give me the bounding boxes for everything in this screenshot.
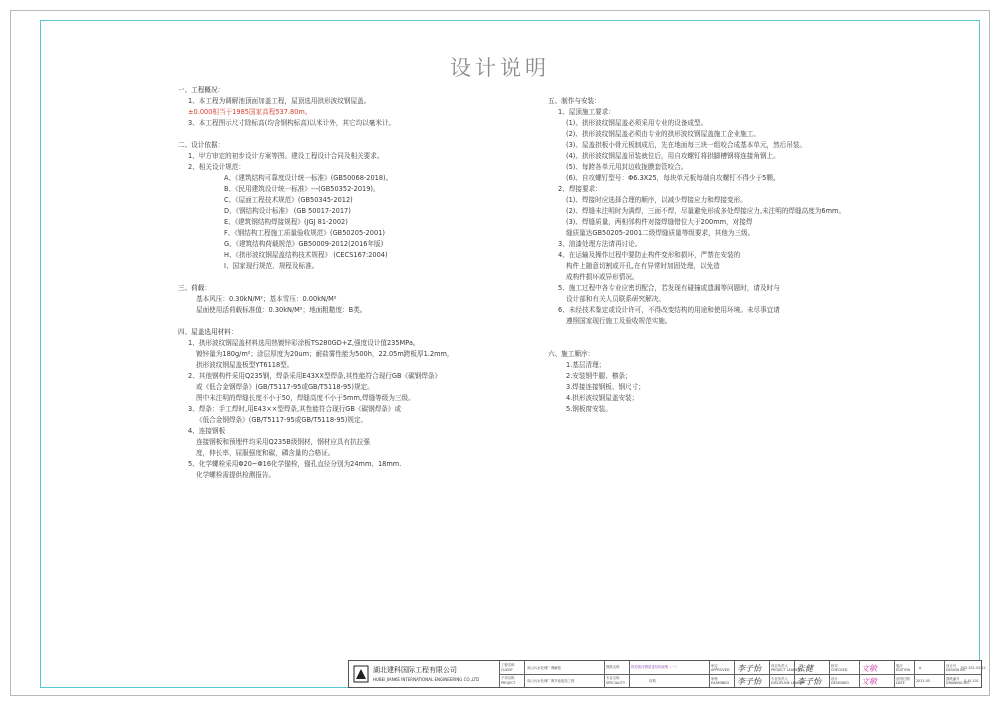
- review-signature: 李子怡: [737, 664, 761, 673]
- drawing-no-label: 图纸编号: [946, 677, 960, 681]
- lead-label: 项目负责人: [771, 664, 788, 668]
- note-line: (3)、焊缝质量，两相邻构件对接焊缝错位大于200mm，对接焊: [566, 218, 753, 226]
- date-label-en: DATE: [896, 681, 905, 685]
- date-label: 出图日期: [896, 677, 910, 681]
- note-line: 2.安装钢牛腿、檩条；: [566, 372, 632, 380]
- section-heading: 一、工程概况：: [178, 86, 225, 94]
- note-line: H、《拱形波纹钢屋盖结构技术规程》 (CECS167:2004): [224, 251, 388, 259]
- note-line: 基本风压：0.30kN/M²；基本雪压：0.00kN/M²: [196, 295, 337, 303]
- note-line: 3、焊条：手工焊时,用E43××型焊条,其性能符合现行GB《碳钢焊条》或: [188, 405, 402, 413]
- project-name: 凤山污水处理厂调解池: [527, 666, 561, 670]
- note-line: 6、未经技术鉴定或设计许可，不得改变结构的用途和使用环境。未尽事宜请: [558, 306, 780, 314]
- subproject-name: 凤山污水处理厂调节池改造工程: [527, 679, 575, 683]
- note-line: B、《民用建筑设计统一标准》---(GB50352-2019)。: [224, 185, 380, 193]
- project-label-en: CLIENT: [501, 668, 514, 672]
- note-line: 5.钢板窗安装。: [566, 405, 612, 413]
- note-line: (1)、拱形波纹钢屋盖必须采用专业的设备成型。: [566, 119, 708, 127]
- design-label-en: DESIGNED: [831, 681, 849, 685]
- note-line: 拱形波纹钢屋盖板型YT6118型。: [196, 361, 294, 369]
- note-line: 5、化学螺栓采用Φ20~Φ16化学锚栓，锚孔直径分别为24mm、18mm.: [188, 460, 402, 468]
- company-logo-block: [349, 661, 500, 687]
- note-line: 1、屋顶施工要求：: [558, 108, 615, 116]
- audit-label-en: EXAMINED: [711, 681, 729, 685]
- audit-label: 审核: [711, 677, 718, 681]
- check-signature: 文敏: [861, 664, 877, 673]
- note-line: (4)、拱形波纹钢屋盖吊装就位后，用自攻螺钉将拱脚槽钢将连接角钢上。: [566, 152, 780, 160]
- version-value: A: [919, 666, 922, 670]
- note-line: 缝质量达GB50205-2001二级焊缝质量等级要求，其他为三级。: [566, 229, 755, 237]
- note-line: ±0.000相当于1985国家高程537.80m。: [188, 108, 312, 116]
- project-label: 工程名称: [501, 663, 515, 667]
- note-line: I、国家现行规范、规程及标准。: [224, 262, 319, 270]
- note-line: 连接钢板和预埋件均采用Q235B级钢材，钢材应具有抗拉强: [196, 438, 370, 446]
- note-line: 设计部和有关人员联系研究解决。: [566, 295, 665, 303]
- design-no-label-en: DESIGN NO.: [946, 668, 967, 672]
- section-heading: 六、施工顺序：: [548, 350, 595, 358]
- page-title: 设计说明: [450, 56, 550, 80]
- version-label-en: EDITION: [896, 668, 911, 672]
- section-heading: 五、制作与安装：: [548, 97, 601, 105]
- note-line: 4、在运输及操作过程中要防止构件变形和损坏，严禁在安装的: [558, 251, 741, 259]
- right-notes-column: [548, 96, 845, 415]
- note-line: 《低合金钢焊条》(GB/T5117-95或GB/T5118-95)规定。: [196, 416, 368, 424]
- lead-signature: 张健: [797, 664, 813, 673]
- section-heading: 三、荷载：: [178, 284, 211, 292]
- chief-label-en: DISCIPLINE LEADER: [771, 681, 805, 685]
- company-name-cn: 湖北建科国际工程有限公司: [373, 666, 457, 674]
- design-no-label: 设计号: [946, 664, 957, 668]
- section-heading: 四、屋盖选用材料：: [178, 328, 238, 336]
- date-value: 2021.05: [916, 679, 931, 683]
- version-label: 版次: [896, 664, 903, 668]
- note-line: 3、本工程图示尺寸除标高(均含钢构标高)以米计外，其它均以毫米计。: [188, 119, 396, 127]
- check-label-en: CHECKED: [831, 668, 848, 672]
- note-line: (3)、屋盖拱板小骨元板制成后，先在地面每三块一组咬合成基本单元，然后吊装。: [566, 141, 807, 149]
- note-line: 3.焊接连接钢板、钢尺寸；: [566, 383, 645, 391]
- note-line: 构件上随意切割或开孔,在有异常时加固处理，以免造: [566, 262, 720, 270]
- company-name-en: HUBEI JIANKE INTERNATIONAL ENGINEERING CO.,LTD: [373, 677, 480, 682]
- note-line: D、《钢结构设计标准》 (GB 50017-2017): [224, 207, 351, 215]
- design-label: 设计: [831, 677, 838, 681]
- design-signature: 文敏: [861, 677, 877, 686]
- review-label-en: APPROVED: [711, 668, 730, 672]
- subproject-label-en: PROJECT: [501, 681, 516, 685]
- note-line: (5)、每跨各单元用封边收拢膜套管咬合。: [566, 163, 688, 171]
- spacer: [548, 327, 845, 338]
- note-line: 或《低合金钢焊条》(GB/T5117-95或GB/T5118-95)规定。: [196, 383, 374, 391]
- section-heading: 二、设计依据：: [178, 141, 225, 149]
- spacer: [178, 316, 454, 327]
- note-line: F、《钢结构工程施工质量验收规范》(GB50205-2001): [224, 229, 385, 237]
- spacer: [548, 338, 845, 349]
- review-label: 审定: [711, 664, 718, 668]
- spacer: [178, 272, 454, 283]
- left-notes-column: [178, 85, 454, 481]
- chief-signature: 李子怡: [797, 677, 821, 686]
- note-line: C、《屋面工程技术规范》(GB50345-2012): [224, 196, 353, 204]
- note-line: (6)、自攻螺钉型号：Φ6.3X25，每块单元板每端自攻螺钉不得少于5颗。: [566, 174, 780, 182]
- note-line: 遵照国家现行施工及验收规范实施。: [566, 317, 672, 325]
- note-line: 1、拱形波纹钢屋盖材料选用热镀锌彩涂板TS280GD+Z,强度设计值235MPa。: [188, 339, 420, 347]
- note-line: 4、连接钢板: [188, 427, 226, 435]
- title-block: [348, 660, 986, 688]
- note-line: 镀锌量为180g/m²；涂层厚度为20um；耐盐雾性能为500h，22.05m跨板厚1.2mm，: [196, 350, 454, 358]
- note-line: (1)、焊接时应选择合理的顺序，以减少焊接应力和焊接变形。: [566, 196, 747, 204]
- lead-label-en: PROJECT LEADER: [771, 668, 801, 672]
- note-line: (2)、焊缝未注明时为满焊，三面不焊，尽量避免形成多处焊接应力,未注明的焊缝高度为6mm。: [566, 207, 846, 215]
- chief-label: 专业负责人: [771, 677, 788, 681]
- subproject-label: 子项名称: [501, 676, 515, 680]
- note-line: 化学螺栓需提供检测报告。: [196, 471, 276, 479]
- note-line: 1、本工程为调解池顶面加盖工程，屋顶选用拱形波纹钢屋盖。: [188, 97, 371, 105]
- note-line: 成构件损坏或异形情况。: [566, 273, 639, 281]
- drawing-no-label-en: DRAWING NO.: [946, 681, 970, 685]
- note-line: 2、其他钢构件采用Q235钢，焊条采用E43XX型焊条,其性能符合现行GB《碳钢焊条》: [188, 372, 442, 380]
- note-line: 3、油漆处理方法请再讨论。: [558, 240, 642, 248]
- drawing-name-label: 图纸名称: [606, 665, 620, 669]
- speciality-label: 专业名称: [606, 676, 620, 680]
- note-line: 1、甲方审定的初步设计方案等图。建设工程设计合同及相关要求。: [188, 152, 384, 160]
- note-line: 4.拱形波纹钢屋盖安装；: [566, 394, 639, 402]
- note-line: A、《建筑结构可靠度设计统一标准》(GB50068-2018)。: [224, 174, 393, 182]
- audit-signature: 李子怡: [737, 677, 761, 686]
- drawing-no-value: S-JG-101: [964, 679, 979, 683]
- note-line: G、《建筑结构荷载规范》GB50009-2012(2016年版): [224, 240, 384, 248]
- speciality-value: 结构: [649, 679, 656, 683]
- note-line: 屋面使用活荷载标准值：0.30kN/M²；地面粗糙度：B类。: [196, 306, 367, 314]
- note-line: 1.基层清理；: [566, 361, 606, 369]
- drawing-name: 拱形波纹钢屋盖结构说明（一）: [631, 665, 679, 669]
- company-logo-icon: [353, 665, 369, 683]
- note-line: 2、相关设计规范：: [188, 163, 245, 171]
- note-line: 图中未注明的焊缝长度不小于50，焊缝高度不小于5mm,焊缝等级为三级。: [196, 394, 415, 402]
- note-line: E、《建筑钢结构焊接规程》(JGJ 81-2002): [224, 218, 348, 226]
- design-no-value: FS2-3S1-03-11: [961, 666, 986, 670]
- speciality-label-en: SPECIALITY: [606, 681, 626, 685]
- note-line: 2、焊接要求：: [558, 185, 602, 193]
- check-label: 校对: [831, 664, 838, 668]
- note-line: 度，伸长率，屈服强度和碳，磷含量的合格证。: [196, 449, 335, 457]
- note-line: (2)、拱形波纹钢屋盖必须由专业的拱形波纹钢屋盖施工企业施工。: [566, 130, 760, 138]
- note-line: 5、施工过程中各专业应密切配合，若发现有碰撞或遗漏等问题时，请及时与: [558, 284, 780, 292]
- spacer: [178, 129, 454, 140]
